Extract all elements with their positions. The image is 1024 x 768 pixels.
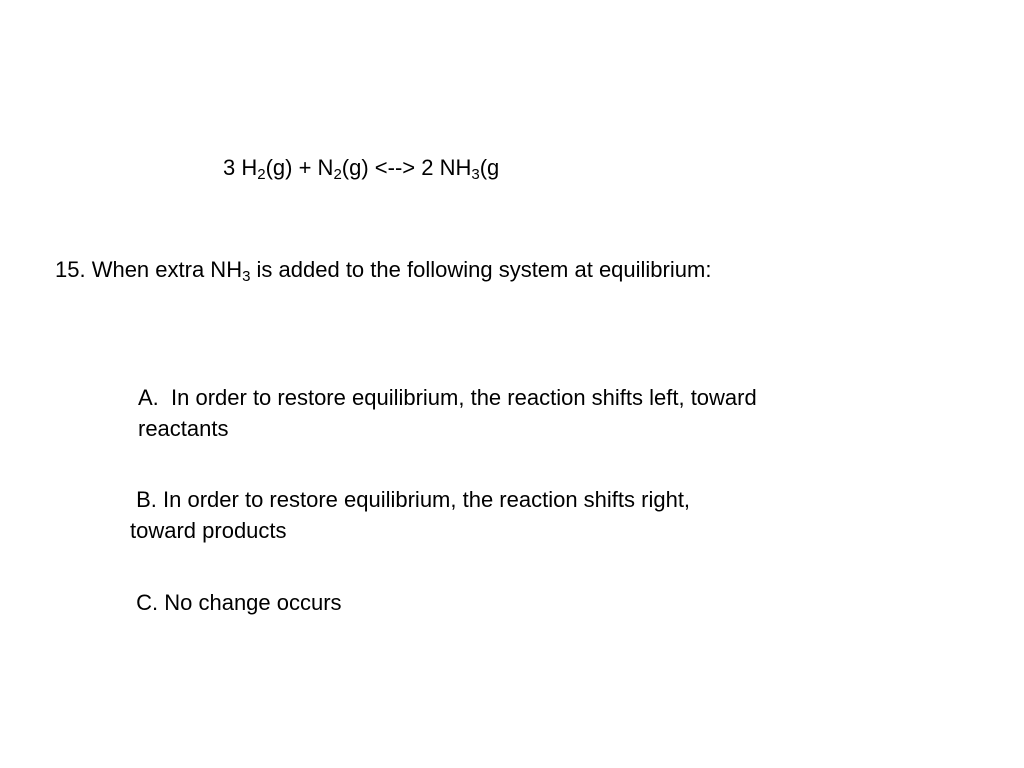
equation-part-2: (g) + N — [265, 155, 334, 180]
question-text — [55, 256, 711, 284]
answer-option-b[interactable]: B. In order to restore equilibrium, the reaction shifts right, toward products — [130, 487, 691, 543]
equation-subscript-1: 2 — [257, 166, 266, 183]
answer-option-a[interactable]: A. In order to restore equilibrium, the reaction shifts left, toward reactants — [138, 385, 757, 441]
equation-part-3: (g) <--> 2 NH — [341, 155, 472, 180]
equation-part-1: 3 H — [223, 155, 258, 180]
equation-subscript-3: 3 — [471, 166, 480, 183]
equation-part-4: (g — [479, 155, 500, 180]
answer-option-c[interactable]: C. No change occurs — [130, 590, 342, 615]
question-suffix: is added to the following system at equilibrium: — [250, 257, 712, 282]
chemical-equation — [223, 154, 499, 182]
question-subscript: 3 — [242, 268, 251, 285]
question-prefix: 15. When extra NH — [55, 257, 243, 282]
equation-subscript-2: 2 — [333, 166, 342, 183]
